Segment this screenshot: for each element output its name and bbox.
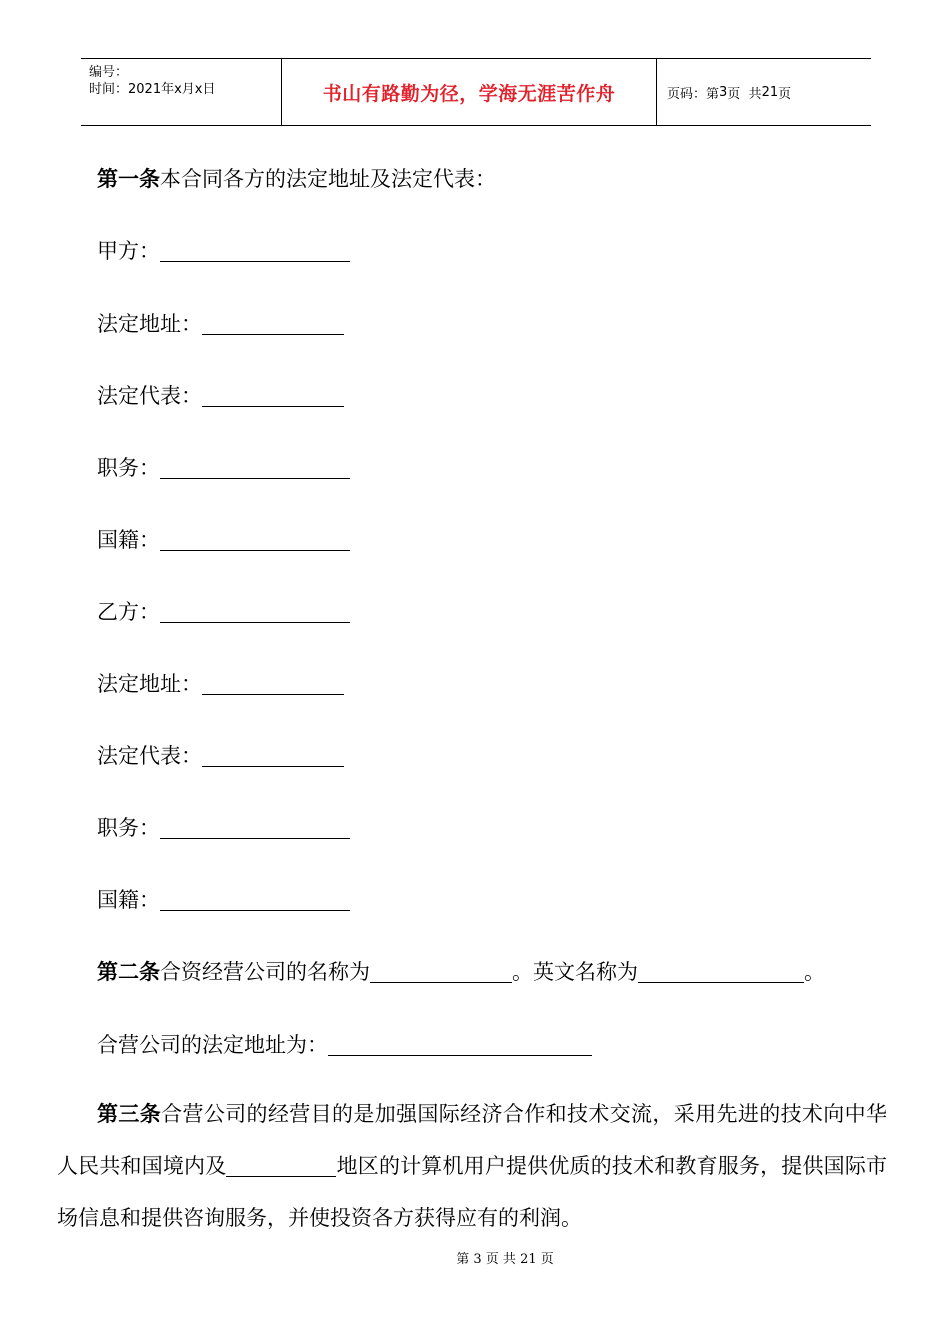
- page-prefix: 页码：第: [667, 86, 720, 102]
- field-label: 法定代表：: [97, 384, 202, 408]
- field-label: 职务：: [97, 816, 160, 840]
- fill-blank[interactable]: [202, 384, 344, 407]
- field-party-a-address: [97, 308, 344, 338]
- fill-blank[interactable]: [160, 528, 350, 551]
- page-total: 21: [761, 84, 779, 100]
- field-party-a-position: [97, 452, 350, 482]
- fill-blank[interactable]: [202, 744, 344, 767]
- article-3-text-a: 合营公司的经营目的是加强国际经济合作和技术交流，采用先进的技术向中华人民共和国境内及: [57, 1102, 888, 1178]
- footer-current: 3: [473, 1252, 482, 1267]
- article-3: [57, 1088, 887, 1244]
- field-label: 职务：: [97, 456, 160, 480]
- fill-blank[interactable]: [160, 888, 350, 911]
- article-2-title: 第二条: [97, 960, 160, 984]
- company-address-blank[interactable]: [328, 1033, 592, 1056]
- field-party-b: [97, 596, 350, 626]
- field-label: 法定地址：: [97, 312, 202, 336]
- article-2-text-a: 合资经营公司的名称为: [160, 960, 370, 984]
- page-mid: 页 共: [727, 86, 762, 102]
- field-party-a-representative: [97, 380, 344, 410]
- header-page-number: [655, 59, 871, 125]
- fill-blank[interactable]: [160, 456, 350, 479]
- fill-blank[interactable]: [202, 312, 344, 335]
- article-1-text: 本合同各方的法定地址及法定代表：: [160, 167, 496, 191]
- field-party-a-nationality: [97, 524, 350, 554]
- field-label: 法定代表：: [97, 744, 202, 768]
- article-2-text-c: 。: [804, 960, 825, 984]
- page-header: [81, 58, 871, 126]
- footer-prefix: 第: [456, 1252, 474, 1267]
- serial-label: 编号：: [89, 65, 129, 80]
- article-1: [97, 163, 496, 193]
- english-name-blank[interactable]: [638, 960, 804, 983]
- field-party-b-nationality: [97, 884, 350, 914]
- page-current: 3: [719, 84, 728, 100]
- region-blank[interactable]: [226, 1154, 336, 1177]
- article-2: [97, 956, 825, 986]
- address-label: 合营公司的法定地址为：: [97, 1033, 328, 1057]
- time-label: 时间：2021年x月x日: [89, 82, 216, 97]
- field-label: 甲方：: [97, 239, 160, 263]
- field-label: 国籍：: [97, 888, 160, 912]
- header-meta: [81, 59, 281, 125]
- field-label: 乙方：: [97, 600, 160, 624]
- field-party-b-address: [97, 668, 344, 698]
- footer-suffix: 页: [536, 1252, 554, 1267]
- fill-blank[interactable]: [160, 816, 350, 839]
- header-motto: 书山有路勤为径，学海无涯苦作舟: [281, 59, 657, 125]
- article-3-title: 第三条: [97, 1102, 162, 1126]
- company-address: [97, 1029, 592, 1059]
- article-1-title: 第一条: [97, 167, 160, 191]
- field-label: 国籍：: [97, 528, 160, 552]
- article-3-text-b: 地区的计算机用户提供优质的技术和教育服务，提供国际市场信息和提供咨询服务，并使投资各方获得应有的利润。: [57, 1154, 888, 1230]
- field-label: 法定地址：: [97, 672, 202, 696]
- fill-blank[interactable]: [160, 600, 350, 623]
- field-party-b-representative: [97, 740, 344, 770]
- field-party-b-position: [97, 812, 350, 842]
- page-footer: [0, 1248, 950, 1267]
- footer-total: 21: [520, 1252, 537, 1267]
- footer-mid: 页 共: [481, 1252, 521, 1267]
- article-2-text-b: 。英文名称为: [512, 960, 638, 984]
- field-party-a: [97, 235, 350, 265]
- fill-blank[interactable]: [202, 672, 344, 695]
- company-name-blank[interactable]: [370, 960, 512, 983]
- fill-blank[interactable]: [160, 239, 350, 262]
- page-suffix: 页: [778, 86, 792, 102]
